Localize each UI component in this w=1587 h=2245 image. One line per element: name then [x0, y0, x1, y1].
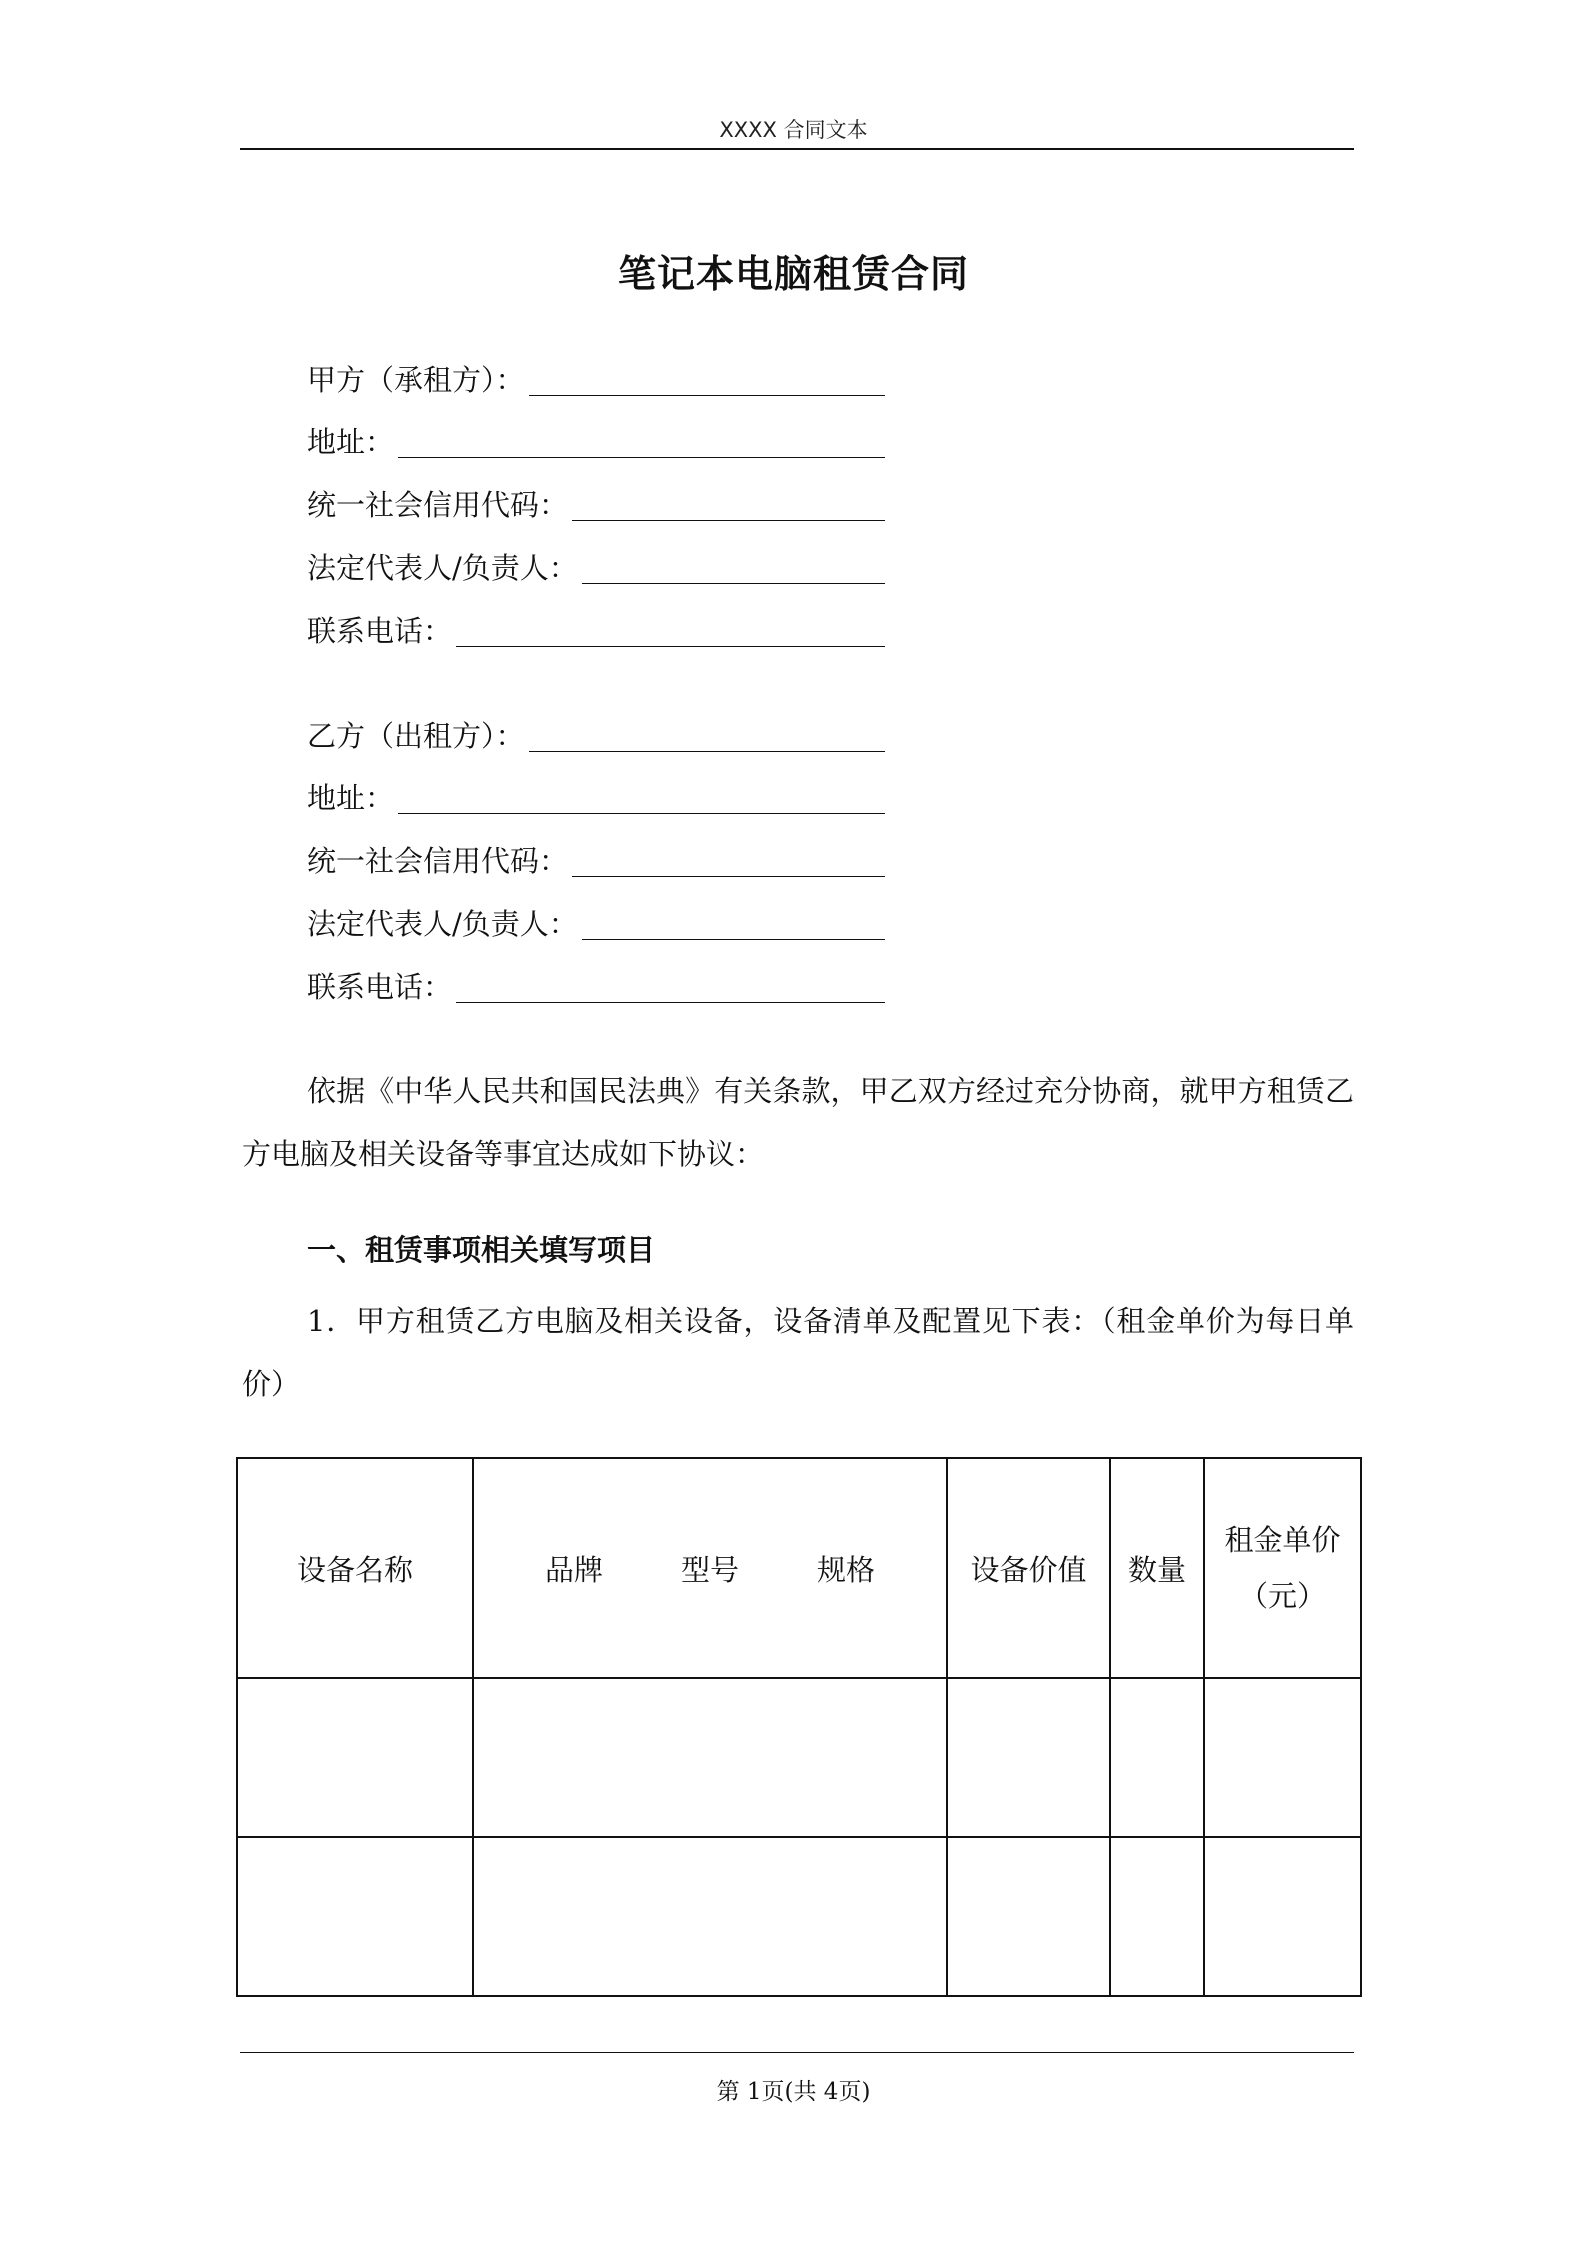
header-equipment-value: 设备价值: [947, 1458, 1110, 1678]
party-a-name-field: [307, 356, 885, 400]
party-b-credit-code-label: 统一社会信用代码：: [307, 844, 569, 878]
party-b-name-field: [307, 712, 885, 756]
header-quantity: 数量: [1110, 1458, 1204, 1678]
party-b-phone-label: 联系电话：: [307, 970, 453, 1004]
party-a-address-blank[interactable]: [398, 457, 885, 458]
equipment-table: [236, 1457, 1362, 1997]
table-cell[interactable]: [473, 1837, 947, 1996]
party-a-representative-label: 法定代表人/负责人：: [307, 551, 578, 585]
party-b-address-field: [307, 774, 885, 818]
table-cell[interactable]: [1204, 1678, 1361, 1837]
header-spec: 规格: [817, 1552, 876, 1587]
party-b-name-blank[interactable]: [529, 751, 885, 752]
section-1-item-1: 1．甲方租赁乙方电脑及相关设备，设备清单及配置见下表：（租金单价为每日单价）: [242, 1304, 1354, 1401]
page-number: 第 1页(共 4页): [716, 2079, 871, 2105]
table-cell[interactable]: [237, 1678, 473, 1837]
table-cell[interactable]: [237, 1837, 473, 1996]
table-row: [237, 1837, 1361, 1996]
document-header: XXXX 合同文本: [719, 118, 868, 142]
section-1-heading: 一、租赁事项相关填写项目: [307, 1233, 656, 1267]
party-a-name-blank[interactable]: [529, 395, 885, 396]
party-b-phone-field: [307, 963, 885, 1007]
party-a-phone-label: 联系电话：: [307, 614, 453, 648]
party-a-representative-blank[interactable]: [582, 583, 885, 584]
party-b-address-blank[interactable]: [398, 813, 885, 814]
header-brand: 品牌: [544, 1552, 603, 1587]
party-a-representative-field: [307, 544, 885, 588]
header-unit-rent: [1204, 1458, 1361, 1678]
header-divider: [240, 148, 1354, 150]
party-a-credit-code-field: [307, 481, 885, 525]
header-equipment-name: 设备名称: [237, 1458, 473, 1678]
table-row: [237, 1678, 1361, 1837]
intro-paragraph: 依据《中华人民共和国民法典》有关条款，甲乙双方经过充分协商，就甲方租赁乙方电脑及相关设备等事宜达成如下协议：: [242, 1074, 1354, 1171]
party-b-representative-label: 法定代表人/负责人：: [307, 907, 578, 941]
table-cell[interactable]: [473, 1678, 947, 1837]
table-cell[interactable]: [947, 1837, 1110, 1996]
table-header-row: [237, 1458, 1361, 1678]
party-a-credit-code-blank[interactable]: [572, 520, 885, 521]
party-b-address-label: 地址：: [307, 781, 395, 815]
footer-divider: [240, 2052, 1354, 2053]
contract-title: 笔记本电脑租赁合同: [617, 251, 969, 296]
party-b-representative-blank[interactable]: [582, 939, 885, 940]
party-a-phone-field: [307, 607, 885, 651]
party-a-address-field: [307, 418, 885, 462]
party-a-credit-code-label: 统一社会信用代码：: [307, 488, 569, 522]
table-cell[interactable]: [1110, 1678, 1204, 1837]
party-a-name-label: 甲方（承租方）：: [307, 363, 525, 397]
table-cell[interactable]: [1110, 1837, 1204, 1996]
table-cell[interactable]: [947, 1678, 1110, 1837]
party-b-phone-blank[interactable]: [456, 1002, 885, 1003]
party-b-credit-code-field: [307, 837, 885, 881]
header-model: 型号: [680, 1552, 739, 1587]
party-b-name-label: 乙方（出租方）：: [307, 719, 525, 753]
header-unit-rent-line1: 租金单价: [1224, 1523, 1341, 1557]
table-cell[interactable]: [1204, 1837, 1361, 1996]
header-unit-rent-line2: （元）: [1238, 1579, 1326, 1613]
party-b-representative-field: [307, 900, 885, 944]
party-a-phone-blank[interactable]: [456, 646, 885, 647]
party-a-address-label: 地址：: [307, 425, 395, 459]
header-brand-model-spec: [473, 1458, 947, 1678]
party-b-credit-code-blank[interactable]: [572, 876, 885, 877]
